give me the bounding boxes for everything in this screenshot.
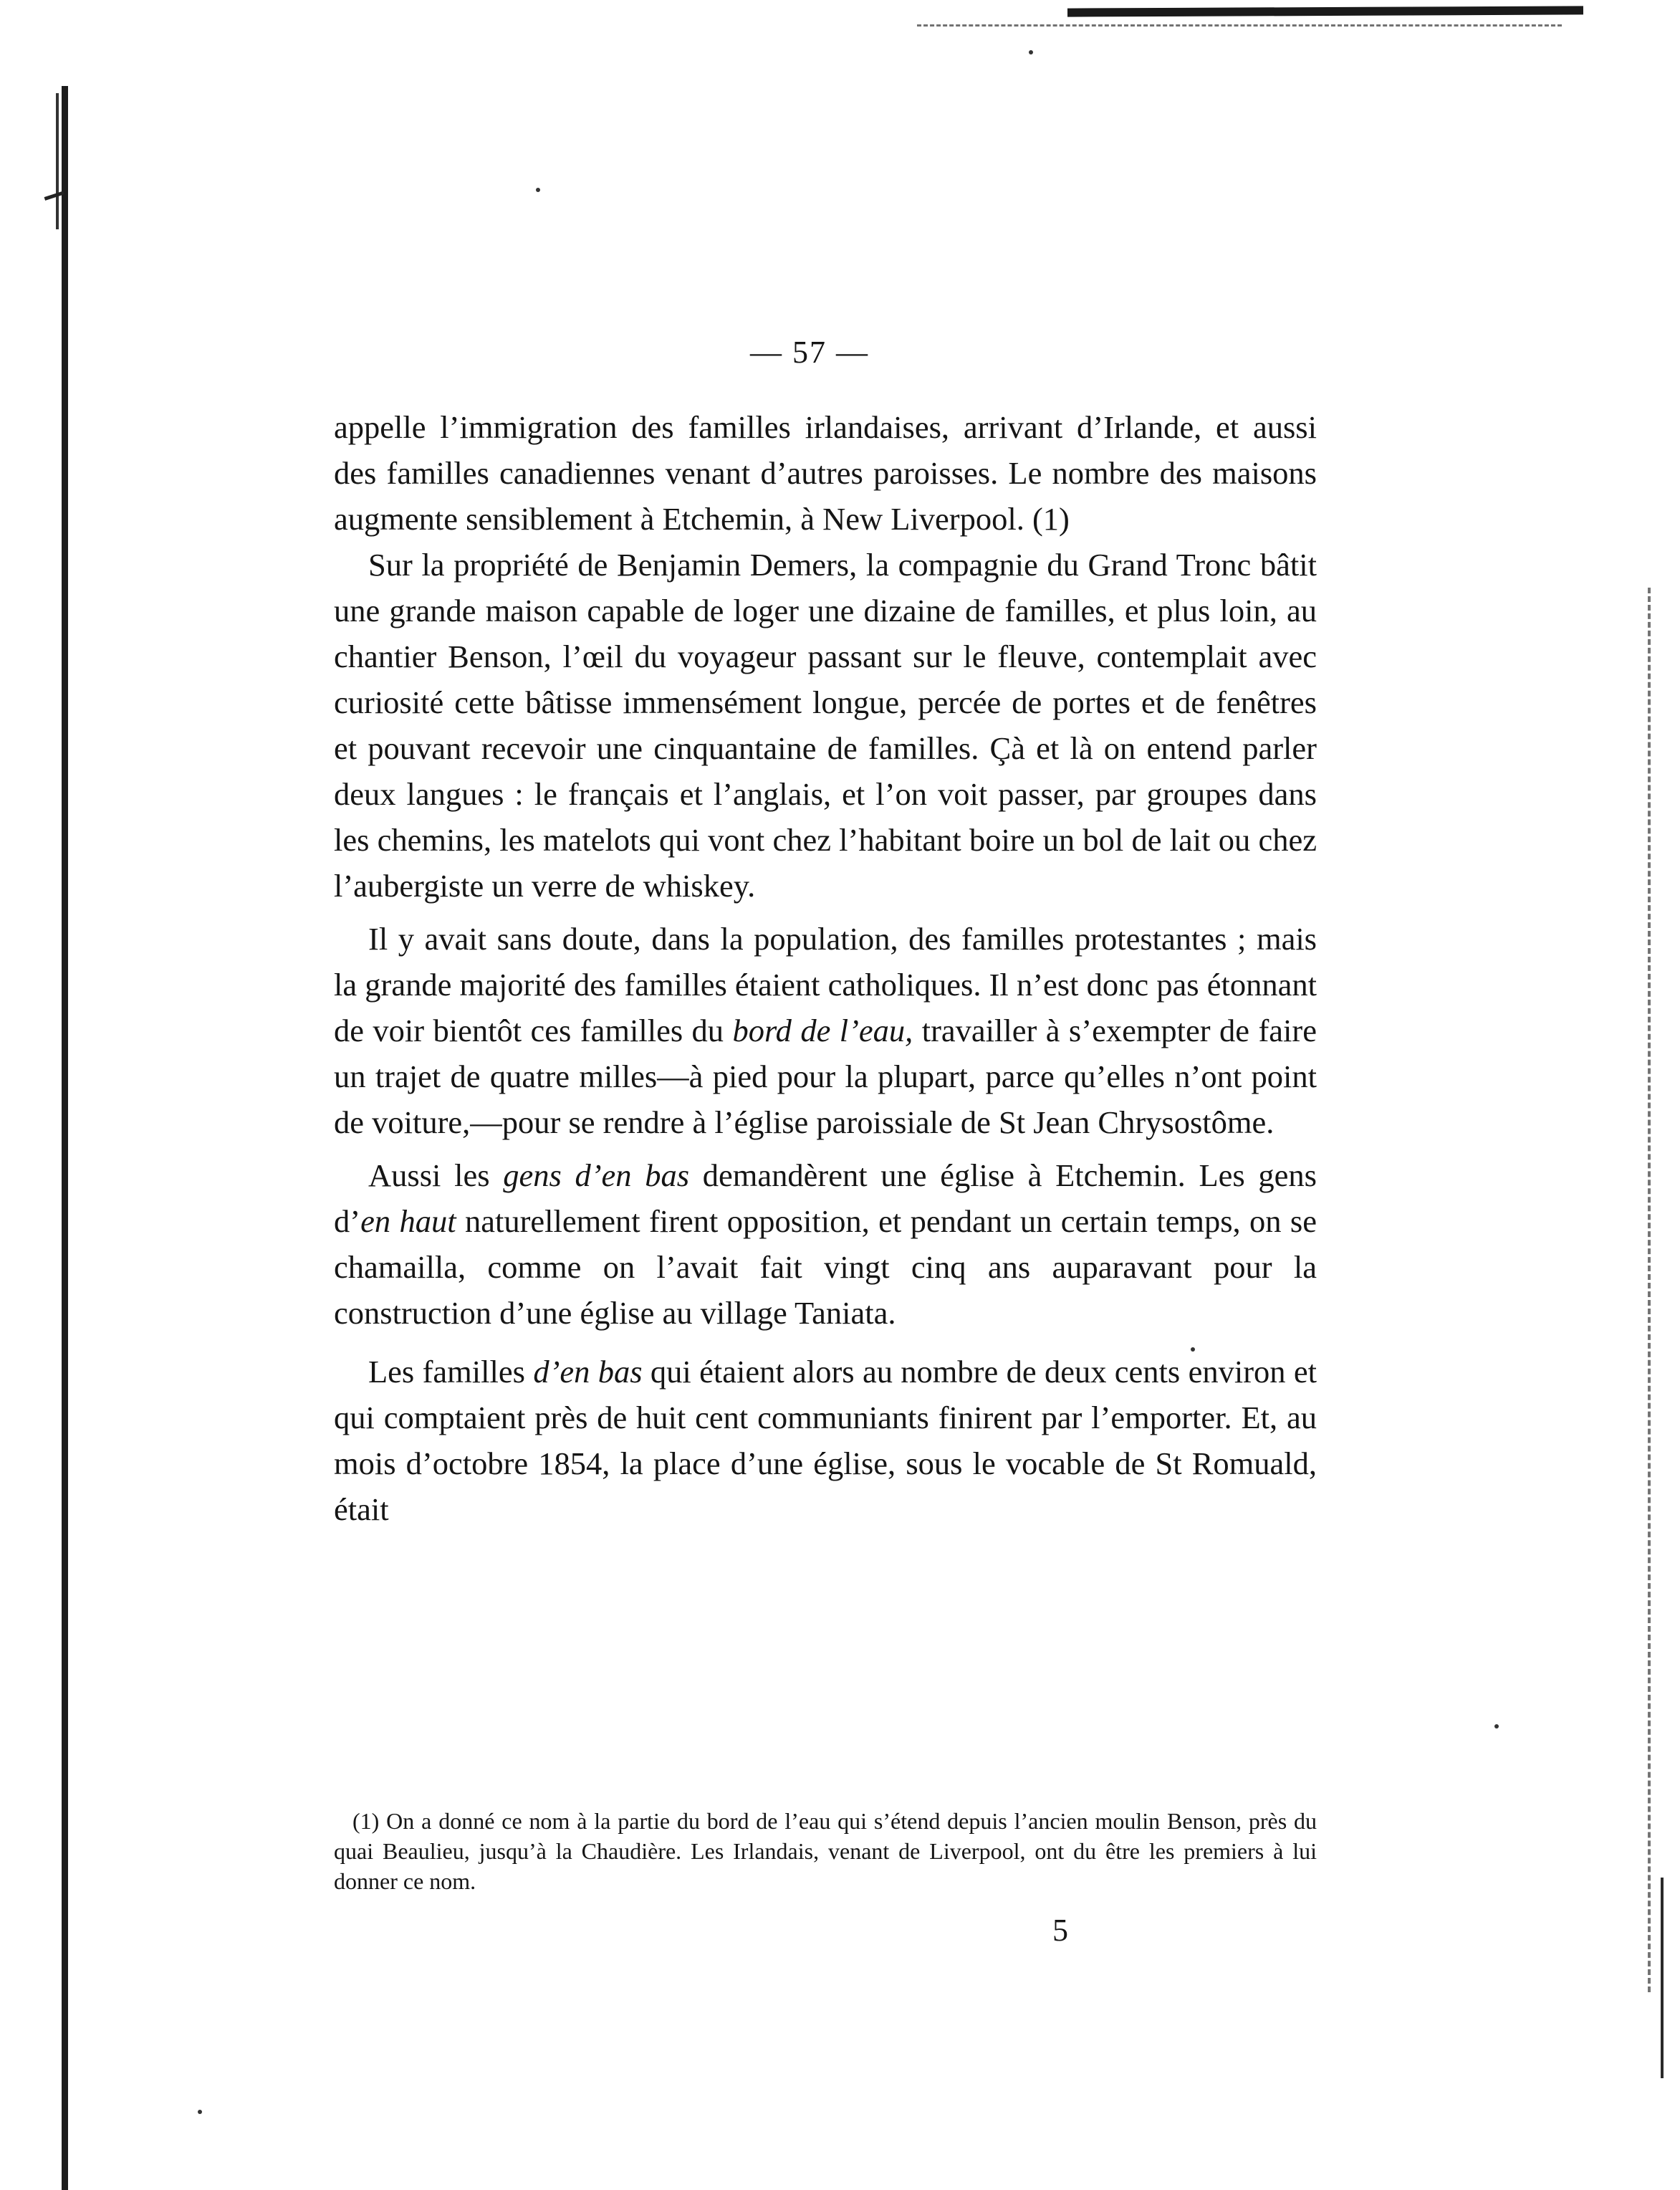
- scan-left-edge: [62, 86, 68, 2190]
- footnote-paragraph: [334, 1806, 1317, 1896]
- scan-top-rule: [1067, 6, 1583, 16]
- paragraph-5-text-a: Les familles: [368, 1354, 534, 1390]
- paragraph-5-italic: d’en bas: [533, 1354, 643, 1390]
- body-text: [334, 404, 1317, 1532]
- scan-speck: [198, 2110, 202, 2114]
- paragraph-4-text-c: naturellement firent opposition, et pendant un certain temps, on se chamailla, comme on l’avait fait vingt cinq ans auparavant pour la construction d’une église au village Taniata.: [334, 1203, 1317, 1331]
- paragraph-4-italic-b: en haut: [360, 1203, 456, 1239]
- signature-mark: 5: [1052, 1913, 1068, 1948]
- paragraph-4-text-a: Aussi les: [368, 1157, 504, 1193]
- paragraph-4-italic-a: gens d’en bas: [503, 1157, 690, 1193]
- scan-speck: [1029, 50, 1033, 54]
- paragraph-4-text-b: demandèrent une église à Etchemin. Les gens d’: [334, 1157, 1317, 1239]
- scan-top-rule-dashed: [917, 24, 1562, 27]
- paragraph-3: [334, 916, 1317, 1145]
- paragraph-3-italic: bord de l’eau,: [732, 1013, 913, 1048]
- footnote-text: On a donné ce nom à la partie du bord de l’eau qui s’étend depuis l’ancien moulin Benson, près du quai Beaulieu, jusqu’à la Chaudière. Les Irlandais, venant de Liverpool, ont du être les premiers à lui donner ce nom.: [334, 1808, 1317, 1894]
- paragraph-3-text-cont: travailler à s’exempter de faire un trajet de quatre milles—à pied pour la plupart, parce qu’elles n’ont point de voiture,—pour se rendre à l’église paroissiale de St Jean Chrysostôme.: [334, 1013, 1317, 1140]
- footnote: [334, 1806, 1317, 1896]
- paragraph-5-text-b: qui étaient alors au nombre de deux cents environ et qui comptaient près de huit cent communiants finirent par l’emporter. Et, au mois d’octobre 1854, la place d’une église, sous le vocable de St Romuald, était: [334, 1354, 1317, 1527]
- footnote-marker: (1): [352, 1808, 380, 1834]
- scan-speck: [1494, 1724, 1499, 1728]
- paragraph-4: [334, 1152, 1317, 1336]
- paragraph-3-text: Il y avait sans doute, dans la population, des familles protestantes ; mais la grande majorité des familles étaient catholiques. Il n’est donc pas étonnant de voir bientôt ces familles du: [334, 921, 1317, 1048]
- scan-right-edge: [1648, 588, 1651, 1992]
- scan-right-edge-secondary: [1661, 1878, 1664, 2078]
- paragraph-1: appelle l’immigration des familles irlandaises, arrivant d’Irlande, et aussi des familles canadiennes venant d’autres paroisses. Le nombre des maisons augmente sensiblement à Etchemin, à New Liverpool. (1): [334, 409, 1317, 537]
- scan-speck: [536, 188, 540, 192]
- paragraph-5: [334, 1349, 1317, 1532]
- paragraph-2: Sur la propriété de Benjamin Demers, la compagnie du Grand Tronc bâtit une grande maison capable de loger une dizaine de familles, et plus loin, au chantier Benson, l’œil du voyageur passant sur le fleuve, contemplait avec curiosité cette bâtisse immensément longue, percée de portes et de fenêtres et pouvant recevoir une cinquantaine de familles. Çà et là on entend parler deux langues : le français et l’anglais, et l’on voit passer, par groupes dans les chemins, les matelots qui vont chez l’habitant boire un bol de lait ou chez l’aubergiste un verre de whiskey.: [334, 547, 1317, 904]
- page-number: — 57 —: [750, 335, 869, 370]
